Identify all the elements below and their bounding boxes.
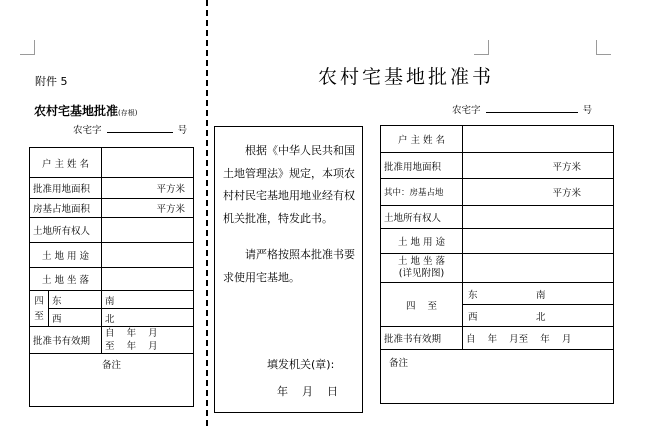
stub-land-owner-label: 土地所有权人 <box>30 218 102 243</box>
stub-approved-area-unit: 平方米 <box>102 178 194 199</box>
stub-validity-to: 至 年 月 <box>105 341 158 352</box>
stub-land-owner-value[interactable] <box>102 218 194 243</box>
main-location-note: (详见附图) <box>398 268 445 279</box>
stub-north-label: 北 <box>102 309 194 327</box>
corner-mark-mid-left <box>474 40 489 55</box>
main-land-owner-label: 土地所有权人 <box>381 206 463 229</box>
stub-approved-area-label: 批准用地面积 <box>30 178 102 199</box>
stub-table <box>29 147 194 407</box>
main-building-area-label: 其中：房基占地 <box>381 179 463 206</box>
main-south-label: 南 <box>536 290 546 301</box>
stub-boundaries-label-bottom: 至 <box>34 310 44 322</box>
stub-boundaries-label <box>30 291 49 327</box>
main-approved-area-label: 批准用地面积 <box>381 153 463 179</box>
stub-building-area-label: 房基占地面积 <box>30 199 102 218</box>
main-land-use-label: 土 地 用 途 <box>381 229 463 254</box>
approval-notice-box <box>214 126 363 413</box>
main-validity-value: 自 年 月至 年 月 <box>463 327 614 350</box>
issuer-label: 填发机关(章): <box>267 358 335 371</box>
stub-title-note: (存根) <box>118 109 138 117</box>
main-boundaries-label: 四 至 <box>381 283 463 327</box>
stub-remarks-label: 备注 <box>30 354 194 407</box>
main-north-label: 北 <box>536 312 546 323</box>
notice-paragraph-2: 请严格按照本批准书要求使用宅基地。 <box>223 248 355 284</box>
stub-validity-value <box>102 327 194 354</box>
main-location-value[interactable] <box>463 254 614 283</box>
main-land-owner-value[interactable] <box>463 206 614 229</box>
stub-boundaries-label-top: 四 <box>34 295 44 307</box>
main-approved-area-unit: 平方米 <box>463 153 614 179</box>
stub-validity-label: 批准书有效期 <box>30 327 102 354</box>
stub-serial-prefix: 农宅字 <box>73 125 102 136</box>
cut-line <box>206 0 208 426</box>
main-boundaries-row-2 <box>463 305 613 326</box>
main-land-use-value[interactable] <box>463 229 614 254</box>
main-owner-label: 户 主 姓 名 <box>381 126 463 153</box>
main-serial <box>452 102 592 116</box>
main-boundaries-cell <box>463 283 614 327</box>
stub-owner-value[interactable] <box>102 148 194 178</box>
corner-mark-top-right <box>596 40 611 55</box>
stub-title <box>34 100 137 119</box>
main-owner-value[interactable] <box>463 126 614 153</box>
stub-owner-label: 户 主 姓 名 <box>30 148 102 178</box>
notice-paragraph-1: 根据《中华人民共和国土地管理法》规定，本项农村村民宅基地用地业经有权机关批准，特发此书。 <box>223 144 355 225</box>
annex-label: 附件 5 <box>35 75 68 88</box>
stub-serial <box>73 122 187 136</box>
stub-location-value[interactable] <box>102 268 194 291</box>
main-serial-suffix: 号 <box>582 105 593 116</box>
issue-date: 年 月 日 <box>277 385 338 398</box>
main-remarks-label: 备注 <box>381 350 614 404</box>
stub-south-label: 南 <box>102 291 194 309</box>
stub-west-label: 西 <box>49 309 102 327</box>
main-location-label <box>381 254 463 283</box>
main-table <box>380 125 614 404</box>
main-boundaries-row-1 <box>463 283 613 305</box>
certificate-title: 农村宅基地批准书 <box>318 66 495 88</box>
main-location-label-text: 土 地 坐 落 <box>397 256 446 267</box>
stub-serial-suffix: 号 <box>177 125 188 136</box>
stub-land-use-label: 土 地 用 途 <box>30 243 102 268</box>
main-validity-label: 批准书有效期 <box>381 327 463 350</box>
corner-mark-top-left <box>20 40 35 55</box>
stub-location-label: 土 地 坐 落 <box>30 268 102 291</box>
main-serial-prefix: 农宅字 <box>452 105 481 116</box>
main-west-label: 西 <box>468 312 478 323</box>
stub-east-label: 东 <box>49 291 102 309</box>
stub-title-text: 农村宅基地批准 <box>34 104 119 118</box>
stub-land-use-value[interactable] <box>102 243 194 268</box>
main-east-label: 东 <box>468 290 478 301</box>
main-serial-blank <box>486 112 578 113</box>
stub-building-area-unit: 平方米 <box>102 199 194 218</box>
main-building-area-unit: 平方米 <box>463 179 614 206</box>
stub-validity-from: 自 年 月 <box>105 328 158 339</box>
stub-serial-blank <box>107 132 173 133</box>
